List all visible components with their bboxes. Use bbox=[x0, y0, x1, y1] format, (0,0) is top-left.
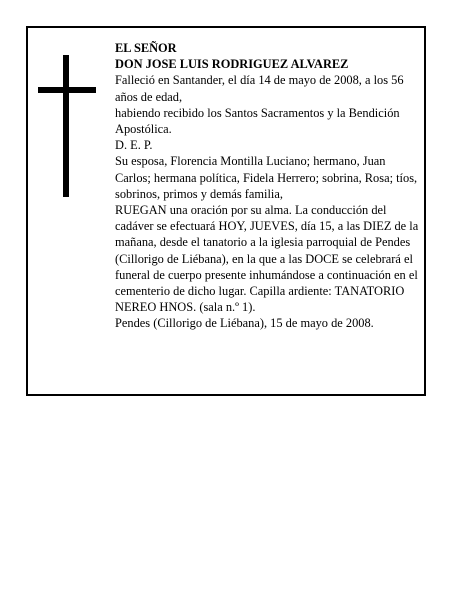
rip-line: D. E. P. bbox=[115, 138, 153, 153]
obituary-notice bbox=[26, 26, 426, 396]
notice-text bbox=[115, 40, 423, 332]
funeral-request: RUEGAN una oración por su alma. La conducción del cadáver se efectuará HOY, JUEVES, día 15, a las DIEZ de la mañana, desde el tanatorio a la iglesia parroquial de Pendes (Cillorigo de Liébana), en la que a las DOCE se celebrará el funeral de cuerpo presente inhumándose a continuación en el cementerio de dicho lugar. Capilla ardiente: TANATORIO NEREO HNOS. (sala n.º 1). bbox=[115, 203, 419, 315]
cross-icon bbox=[38, 55, 96, 197]
deceased-name: DON JOSE LUIS RODRIGUEZ ALVAREZ bbox=[115, 57, 349, 72]
cross-horizontal-bar bbox=[38, 87, 96, 93]
death-details: Falleció en Santander, el día 14 de mayo de 2008, a los 56 años de edad, bbox=[115, 73, 404, 104]
place-date: Pendes (Cillorigo de Liébana), 15 de mayo de 2008. bbox=[115, 316, 374, 331]
notice-title: EL SEÑOR bbox=[115, 41, 177, 55]
cross-vertical-bar bbox=[63, 55, 69, 197]
sacraments-line: habiendo recibido los Santos Sacramentos y la Bendición Apostólica. bbox=[115, 105, 400, 137]
family-list: Su esposa, Florencia Montilla Luciano; hermano, Juan Carlos; hermana política, Fidela Herrero; sobrina, Rosa; tíos, sobrinos, primos y demás familia, bbox=[115, 154, 418, 201]
